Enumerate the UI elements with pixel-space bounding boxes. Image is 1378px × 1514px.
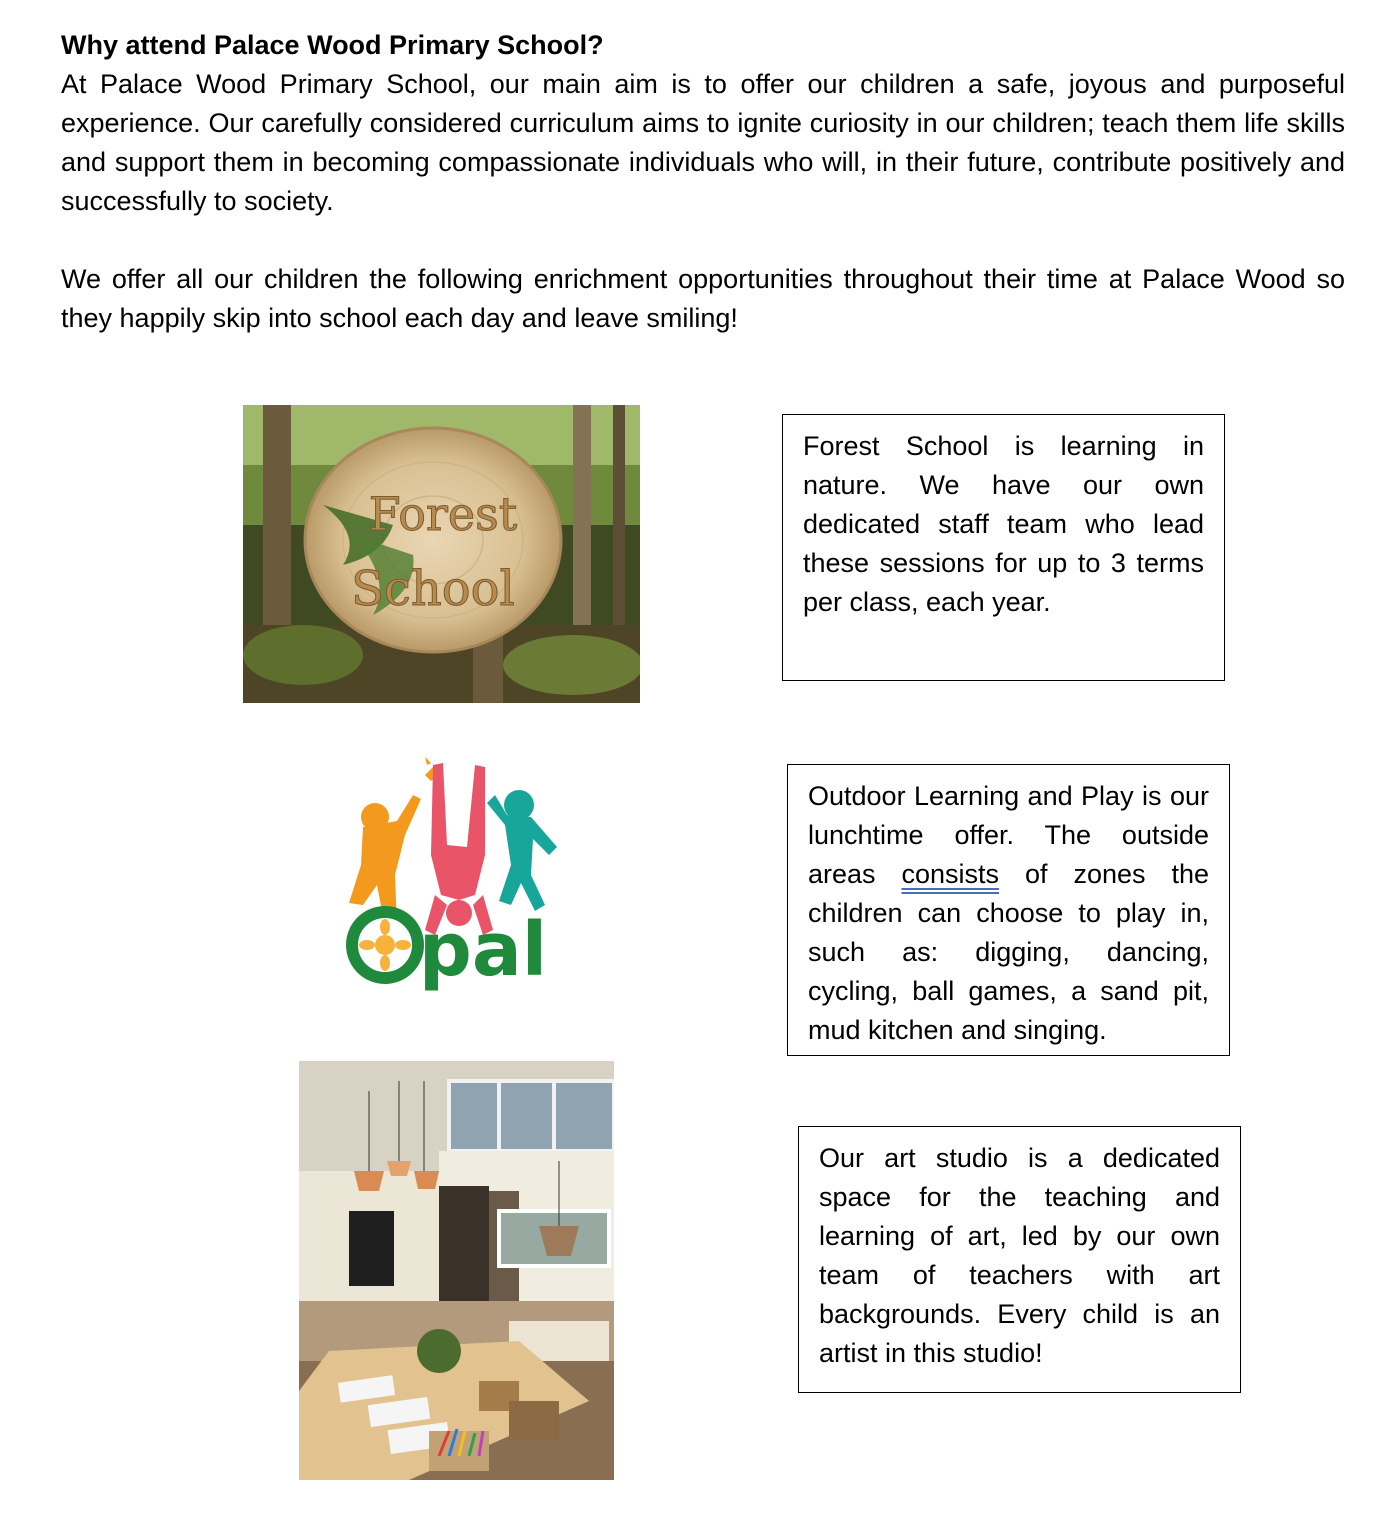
forest-sign-line1: Forest	[368, 487, 518, 541]
forest-school-text: Forest School is learning in nature. We have our own dedicated staff team who lead these sessions for up to 3 terms per class, each year.	[803, 431, 1204, 617]
art-studio-textbox	[798, 1126, 1241, 1393]
opal-text-part1: Outdoor Learning and Play is our lunchtime offer. The outside areas	[808, 781, 1209, 889]
opal-logo-text: pal	[418, 907, 548, 993]
opal-logo	[335, 755, 570, 1030]
forest-school-photo	[243, 405, 640, 703]
orange-child-figure	[349, 757, 437, 927]
art-studio-photo	[299, 1061, 614, 1480]
forest-school-textbox	[782, 414, 1225, 681]
teal-child-figure	[487, 790, 557, 911]
opal-text-part2: of zones the children can choose to play in, such as: digging, dancing, cycling, ball games, a sand pit, mud kitchen and singing.	[808, 859, 1209, 1045]
page-heading: Why attend Palace Wood Primary School?	[61, 30, 604, 60]
intro-paragraph: At Palace Wood Primary School, our main aim is to offer our children a safe, joyous and purposeful experience. Our carefully considered curriculum aims to ignite curiosity in our children; teach them life skills and support them in becoming compassionate individuals who will, in their future, contribute positively and successfully to society.	[61, 69, 1345, 216]
enrichment-paragraph: We offer all our children the following enrichment opportunities throughout their time at Palace Wood so they happily skip into school each day and leave smiling!	[61, 264, 1345, 333]
opal-logo-word: Opal	[335, 755, 338, 756]
art-studio-text: Our art studio is a dedicated space for the teaching and learning of art, led by our own team of teachers with art backgrounds. Every child is an artist in this studio!	[819, 1143, 1220, 1368]
opal-textbox	[787, 764, 1230, 1056]
opal-text-underlined: consists	[901, 859, 1000, 889]
forest-sign-line2: School	[351, 561, 515, 617]
